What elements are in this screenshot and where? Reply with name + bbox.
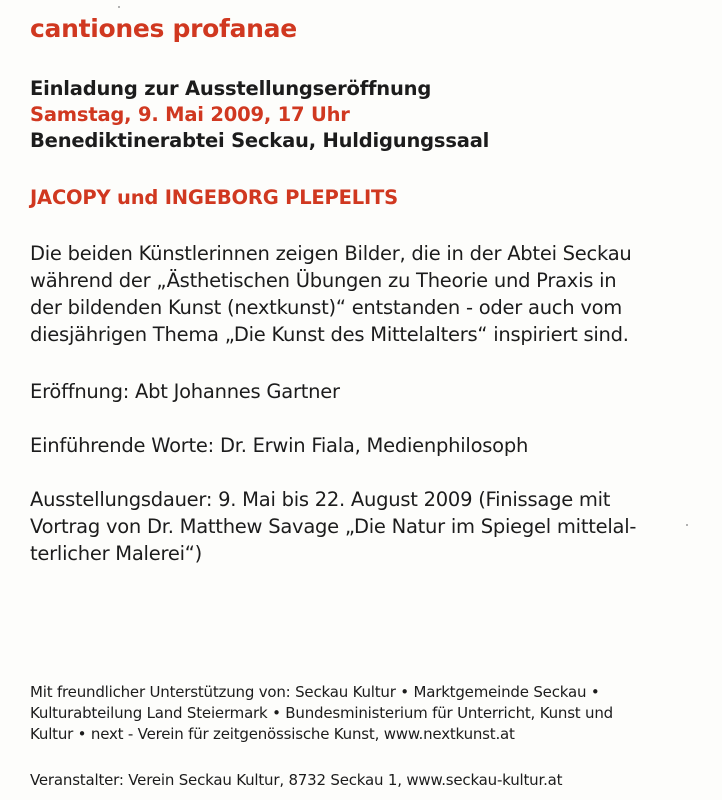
invitation-title: Einladung zur Ausstellungseröffnung (30, 77, 432, 100)
description-line: Die beiden Künstlerinnen zeigen Bilder, die in der Abtei Seckau (30, 242, 632, 265)
organizer-line: Veranstalter: Verein Seckau Kultur, 8732 Seckau 1, www.seckau-kultur.at (30, 771, 563, 789)
introduction-line: Einführende Worte: Dr. Erwin Fiala, Medienphilosoph (30, 434, 529, 457)
support-line: Mit freundlicher Unterstützung von: Seckau Kultur • Marktgemeinde Seckau • (30, 683, 600, 701)
scan-speck (686, 524, 688, 526)
duration-paragraph (30, 486, 636, 567)
description-line: diesjährigen Thema „Die Kunst des Mittelalters“ inspiriert sind. (30, 323, 629, 346)
description-line: der bildenden Kunst (nextkunst)“ entstanden - oder auch vom (30, 296, 623, 319)
duration-line: Vortrag von Dr. Matthew Savage „Die Natur im Spiegel mittelal- (30, 515, 637, 538)
duration-line: Ausstellungsdauer: 9. Mai bis 22. August 2009 (Finissage mit (30, 488, 611, 511)
description-line: während der „Ästhetischen Übungen zu Theorie und Praxis in (30, 269, 617, 292)
page-title: cantiones profanae (30, 14, 297, 43)
support-line: Kultur • next - Verein für zeitgenössische Kunst, www.nextkunst.at (30, 725, 515, 743)
support-line: Kulturabteilung Land Steiermark • Bundesministerium für Unterricht, Kunst und (30, 704, 613, 722)
invitation-block (30, 76, 489, 154)
opening-line: Eröffnung: Abt Johannes Gartner (30, 380, 340, 403)
scan-speck (118, 6, 120, 8)
invitation-date: Samstag, 9. Mai 2009, 17 Uhr (30, 103, 350, 126)
description-paragraph (30, 240, 632, 348)
invitation-venue: Benediktinerabtei Seckau, Huldigungssaal (30, 129, 490, 152)
duration-line: terlicher Malerei“) (30, 542, 202, 565)
artists-heading: JACOPY und INGEBORG PLEPELITS (30, 186, 398, 209)
support-paragraph (30, 682, 613, 745)
